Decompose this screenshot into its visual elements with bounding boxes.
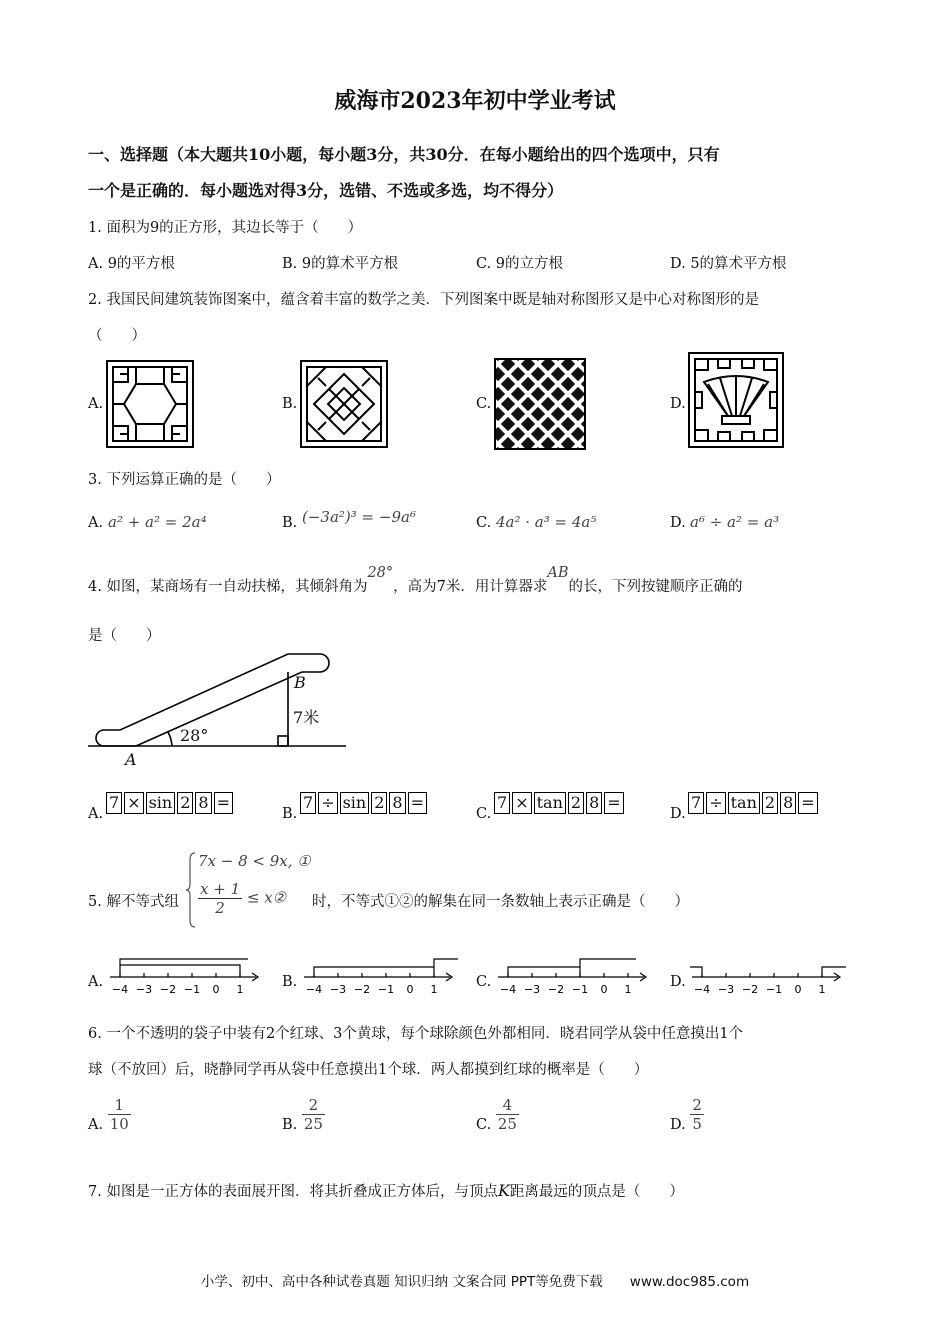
q6-num-c: 4 [502,1096,513,1114]
key: 2 [568,792,584,814]
q4-angle: 28° [367,565,394,581]
q4-angle-label: 28° [180,726,209,745]
q1-option-b: B. 9的算术平方根 [282,256,399,272]
q5-number-line-d [688,955,858,997]
q3-formula-d: a⁶ ÷ a² = a³ [690,513,780,531]
q4-keys-d [688,792,820,814]
key: ÷ [318,792,337,814]
section-heading-line1: 一、选择题（本大题共10小题，每小题3分，共30分．在每小题给出的四个选项中，只有 [88,145,720,164]
key: 8 [389,792,405,814]
tick-label: −2 [159,983,177,996]
tick-label: −4 [693,983,711,996]
q6-label-a: A. [88,1116,104,1133]
tick-label: 0 [794,983,802,996]
tick-label: 1 [430,983,438,996]
q1-stem: 1. 面积为9的正方形，其边长等于（ ） [88,220,363,236]
q4-stem-c: 的长，下列按键顺序正确的 [568,579,743,595]
q4-keys-b [300,792,429,814]
q6-option-c [476,1096,519,1133]
q5-label-b: B. [282,974,298,990]
q6-option-d [670,1096,704,1133]
tick-label: −2 [353,983,371,996]
q4-segment: AB [547,565,569,581]
q3-formula-c: 4a² · a³ = 4a⁵ [496,513,597,531]
tick-label: −1 [183,983,201,996]
key: 7 [300,792,316,814]
q5-stem-b: 时，不等式①②的解集在同一条数轴上表示正确是（ ） [312,894,689,910]
page-footer: 小学、初中、高中各种试卷真题 知识归纳 文案合同 PPT等免费下载 www.doc985.com [200,1274,750,1290]
q5-ineq1: 7x − 8 < 9x, ① [198,852,311,870]
q6-num-d: 2 [692,1096,702,1114]
tick-label: −3 [135,983,153,996]
key: tan [534,792,566,814]
q4-stem-line2: 是（ ） [88,628,161,644]
q5-ineq2-den: 2 [215,899,225,917]
q4-point-b: B [294,673,306,692]
q5-ineq2-num: x + 1 [200,880,241,898]
q4-stem-a: 4. 如图，某商场有一自动扶梯，其倾斜角为 [88,579,368,595]
q2-pattern-b [300,360,388,448]
q6-label-d: D. [670,1116,686,1133]
q3-label-c: C. [476,515,492,531]
key: ÷ [706,792,725,814]
key: × [512,792,531,814]
q5-number-line-a [106,955,266,997]
key: 2 [371,792,387,814]
key: 2 [762,792,778,814]
tick-label: −4 [111,983,129,996]
q7-stem [88,1180,684,1201]
q1-option-c: C. 9的立方根 [476,256,564,272]
key: = [214,792,233,814]
tick-label: −1 [571,983,589,996]
key: × [124,792,143,814]
key: 8 [195,792,211,814]
q4-height-label: 7米 [293,708,320,727]
q6-num-b: 2 [308,1096,319,1114]
tick-label: 1 [624,983,632,996]
key: 7 [494,792,510,814]
key: = [604,792,623,814]
q5-number-line-c [494,955,654,997]
q5-label-d: D. [670,974,686,990]
q6-den-a: 10 [109,1115,129,1133]
tick-label: −4 [305,983,323,996]
tick-label: −1 [765,983,783,996]
q5-ineq2-frac [198,880,242,917]
q2-pattern-a [106,360,194,448]
q6-label-c: C. [476,1116,492,1133]
key: 7 [688,792,704,814]
key: = [798,792,817,814]
q4-keys-a [106,792,235,814]
q4-label-c: C. [476,806,492,822]
key: = [408,792,427,814]
tick-label: 1 [818,983,826,996]
key: sin [340,792,370,814]
page-title: 威海市2023年初中学业考试 [334,88,616,114]
key: 2 [177,792,193,814]
tick-label: 0 [406,983,414,996]
q2-pattern-d [688,352,784,448]
q2-stem-line2: （ ） [88,328,146,344]
q3-label-b: B. [282,515,298,531]
q2-label-d: D. [670,396,686,412]
q2-label-b: B. [282,396,298,412]
q4-point-a: A [125,750,137,769]
key: 8 [780,792,796,814]
q6-den-c: 25 [497,1115,517,1133]
q6-den-d: 5 [692,1115,702,1133]
q5-label-c: C. [476,974,492,990]
key: 8 [586,792,602,814]
tick-label: −3 [329,983,347,996]
q2-stem-line1: 2. 我国民间建筑装饰图案中，蕴含着丰富的数学之美．下列图案中既是轴对称图形又是中心对称图形的是 [88,292,759,308]
q4-stem-line1 [88,565,743,596]
key: tan [728,792,760,814]
q5-stem-a: 5. 解不等式组 [88,894,179,910]
q3-label-a: A. [88,515,104,531]
q4-label-a: A. [88,806,104,822]
tick-label: −2 [547,983,565,996]
tick-label: −3 [523,983,541,996]
tick-label: −3 [717,983,735,996]
q1-option-d: D. 5的算术平方根 [670,256,787,272]
q6-frac-b [302,1096,325,1133]
q4-label-b: B. [282,806,298,822]
q4-label-d: D. [670,806,686,822]
q6-frac-c [496,1096,519,1133]
q6-stem-line2: 球（不放回）后，晓静同学再从袋中任意摸出1个球．两人都摸到红球的概率是（ ） [88,1062,649,1078]
key: 7 [106,792,122,814]
tick-label: 0 [600,983,608,996]
q6-frac-a [108,1096,131,1133]
tick-label: 0 [212,983,220,996]
q1-option-a: A. 9的平方根 [88,256,175,272]
q5-brace [186,852,196,928]
q6-label-b: B. [282,1116,298,1133]
q3-formula-b: (−3a²)³ = −9a⁶ [302,508,416,526]
q6-option-a [88,1096,131,1133]
tick-label: −2 [741,983,759,996]
q7-stem-a: 7. 如图是一正方体的表面展开图．将其折叠成正方体后，与顶点 [88,1184,498,1200]
q5-ineq2 [198,880,286,917]
q3-formula-a: a² + a² = 2a⁴ [108,513,207,531]
section-heading-line2: 一个是正确的．每小题选对得3分，选错、不选或多选，均不得分） [88,181,564,200]
tick-label: −4 [499,983,517,996]
q3-label-d: D. [670,515,686,531]
q5-number-line-b [300,955,460,997]
tick-label: 1 [236,983,244,996]
tick-label: −1 [377,983,395,996]
q4-stem-b: ，高为7米．用计算器求 [393,579,548,595]
key: sin [146,792,176,814]
q7-vertex: K [497,1181,510,1200]
q7-stem-b: 距离最远的顶点是（ ） [509,1184,684,1200]
q5-ineq2-rest: ≤ x② [246,888,287,907]
q2-pattern-c [494,358,586,450]
q4-keys-c [494,792,626,814]
q2-label-c: C. [476,396,492,412]
q5-label-a: A. [88,974,104,990]
q2-label-a: A. [88,396,104,412]
q6-frac-d [690,1096,704,1133]
q6-num-a: 1 [114,1096,125,1114]
q6-stem-line1: 6. 一个不透明的袋子中装有2个红球、3个黄球，每个球除颜色外都相同．晓君同学从袋中任意摸出1个 [88,1026,744,1042]
q3-stem: 3. 下列运算正确的是（ ） [88,472,281,488]
q6-option-b [282,1096,325,1133]
q6-den-b: 25 [303,1115,323,1133]
